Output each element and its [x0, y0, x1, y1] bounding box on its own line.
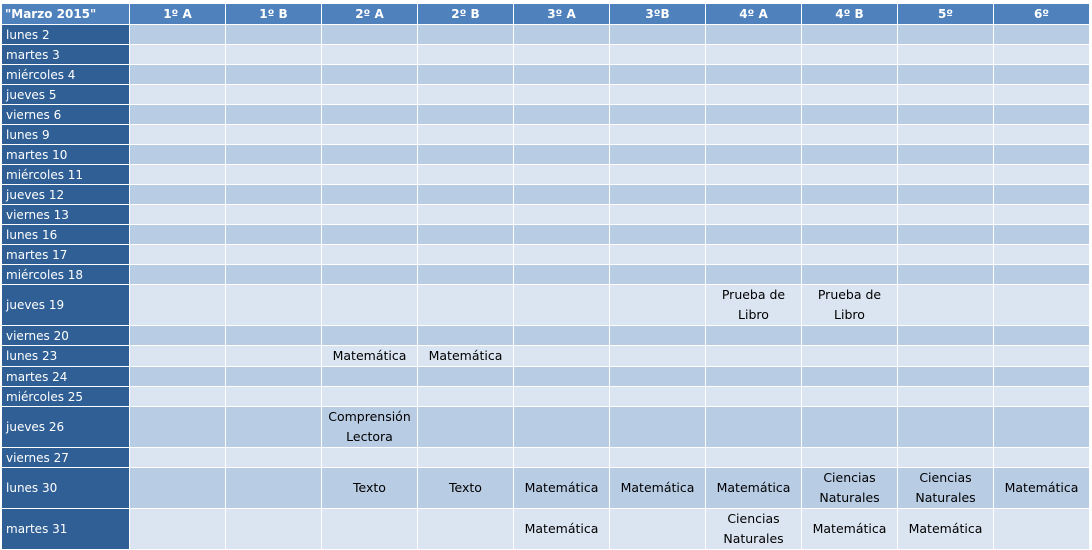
day-label: viernes 6 [2, 105, 130, 125]
exam-cell: Matemática [802, 509, 898, 550]
exam-cell [418, 387, 514, 407]
exam-cell [322, 285, 418, 326]
exam-cell [514, 245, 610, 265]
exam-cell [514, 105, 610, 125]
exam-cell: Ciencias Naturales [898, 468, 994, 509]
day-label: jueves 5 [2, 85, 130, 105]
exam-cell [322, 65, 418, 85]
exam-cell [226, 265, 322, 285]
day-label: miércoles 11 [2, 165, 130, 185]
exam-cell [994, 225, 1090, 245]
table-row [2, 85, 1090, 105]
exam-cell [226, 25, 322, 45]
exam-cell [130, 285, 226, 326]
exam-cell [994, 346, 1090, 367]
exam-cell [322, 265, 418, 285]
table-row [2, 225, 1090, 245]
exam-cell [130, 165, 226, 185]
exam-cell [706, 105, 802, 125]
exam-cell [802, 85, 898, 105]
exam-cell [898, 165, 994, 185]
exam-cell [610, 448, 706, 468]
exam-cell [418, 185, 514, 205]
exam-cell [802, 265, 898, 285]
exam-cell [322, 85, 418, 105]
exam-cell [802, 45, 898, 65]
exam-cell [610, 225, 706, 245]
table-row [2, 448, 1090, 468]
exam-cell: Matemática [418, 346, 514, 367]
exam-cell: Matemática [514, 468, 610, 509]
exam-cell [994, 326, 1090, 346]
exam-cell [130, 125, 226, 145]
exam-cell: Ciencias Naturales [802, 468, 898, 509]
exam-cell [514, 367, 610, 387]
exam-cell [610, 367, 706, 387]
header-row [2, 4, 1090, 25]
exam-cell [226, 105, 322, 125]
exam-cell [322, 105, 418, 125]
day-label: jueves 26 [2, 407, 130, 448]
exam-cell [514, 25, 610, 45]
table-row [2, 407, 1090, 448]
exam-cell [226, 205, 322, 225]
exam-cell [610, 346, 706, 367]
class-header-1b: 1º B [226, 4, 322, 25]
exam-cell: Prueba de Libro [802, 285, 898, 326]
exam-cell [418, 165, 514, 185]
exam-cell [706, 85, 802, 105]
exam-cell [130, 407, 226, 448]
day-label: miércoles 4 [2, 65, 130, 85]
exam-cell [418, 285, 514, 326]
exam-cell [322, 509, 418, 550]
exam-cell [610, 85, 706, 105]
exam-calendar-table [1, 3, 1090, 550]
exam-cell [418, 265, 514, 285]
exam-cell [130, 326, 226, 346]
exam-cell [226, 367, 322, 387]
exam-cell [610, 125, 706, 145]
exam-cell: Matemática [610, 468, 706, 509]
exam-cell [130, 265, 226, 285]
exam-cell [706, 165, 802, 185]
exam-cell [226, 448, 322, 468]
table-row [2, 45, 1090, 65]
exam-cell [514, 85, 610, 105]
exam-cell [322, 245, 418, 265]
exam-cell [802, 185, 898, 205]
exam-cell [130, 45, 226, 65]
class-header-3a: 3º A [514, 4, 610, 25]
exam-cell [706, 65, 802, 85]
exam-cell [130, 245, 226, 265]
exam-cell [802, 165, 898, 185]
exam-cell [898, 125, 994, 145]
exam-cell [898, 45, 994, 65]
exam-cell [706, 145, 802, 165]
exam-cell [418, 367, 514, 387]
exam-cell [802, 205, 898, 225]
exam-cell [514, 387, 610, 407]
day-label: miércoles 25 [2, 387, 130, 407]
exam-cell [898, 448, 994, 468]
exam-cell [610, 387, 706, 407]
day-label: martes 24 [2, 367, 130, 387]
class-header-1a: 1º A [130, 4, 226, 25]
day-label: viernes 27 [2, 448, 130, 468]
day-label: jueves 12 [2, 185, 130, 205]
exam-cell [322, 45, 418, 65]
exam-cell [130, 145, 226, 165]
day-label: martes 31 [2, 509, 130, 550]
exam-cell: Texto [418, 468, 514, 509]
exam-cell: Ciencias Naturales [706, 509, 802, 550]
table-row [2, 367, 1090, 387]
day-label: lunes 2 [2, 25, 130, 45]
exam-cell [514, 45, 610, 65]
day-label: lunes 23 [2, 346, 130, 367]
day-label: lunes 16 [2, 225, 130, 245]
exam-cell [418, 448, 514, 468]
exam-cell [514, 165, 610, 185]
exam-cell [706, 265, 802, 285]
exam-cell [994, 185, 1090, 205]
exam-cell [226, 165, 322, 185]
exam-cell [322, 165, 418, 185]
exam-cell [802, 367, 898, 387]
exam-cell [802, 225, 898, 245]
table-row [2, 65, 1090, 85]
exam-cell [418, 145, 514, 165]
exam-cell [418, 326, 514, 346]
exam-cell [610, 285, 706, 326]
exam-cell [898, 25, 994, 45]
exam-cell [706, 205, 802, 225]
exam-cell [994, 25, 1090, 45]
exam-cell [226, 125, 322, 145]
exam-cell [322, 448, 418, 468]
exam-cell [994, 245, 1090, 265]
exam-cell [514, 185, 610, 205]
exam-cell [994, 265, 1090, 285]
exam-cell [418, 65, 514, 85]
table-row [2, 285, 1090, 326]
exam-cell [610, 205, 706, 225]
exam-cell [514, 265, 610, 285]
table-row [2, 509, 1090, 550]
exam-cell [898, 326, 994, 346]
exam-cell [610, 265, 706, 285]
exam-cell [322, 387, 418, 407]
exam-cell [898, 205, 994, 225]
exam-cell [898, 225, 994, 245]
exam-cell: Matemática [706, 468, 802, 509]
exam-cell [994, 285, 1090, 326]
exam-cell [322, 326, 418, 346]
exam-cell: Matemática [898, 509, 994, 550]
exam-cell: Texto [322, 468, 418, 509]
exam-cell [226, 509, 322, 550]
exam-cell [994, 387, 1090, 407]
exam-cell [130, 105, 226, 125]
exam-cell [322, 125, 418, 145]
month-title: "Marzo 2015" [2, 4, 130, 25]
exam-cell [898, 245, 994, 265]
exam-cell [706, 245, 802, 265]
exam-cell [322, 25, 418, 45]
exam-cell: Matemática [322, 346, 418, 367]
exam-cell [898, 285, 994, 326]
exam-cell [418, 25, 514, 45]
exam-cell [514, 145, 610, 165]
exam-cell [994, 448, 1090, 468]
exam-cell [706, 448, 802, 468]
exam-cell: Matemática [514, 509, 610, 550]
exam-cell [610, 509, 706, 550]
exam-cell [706, 45, 802, 65]
exam-cell [898, 367, 994, 387]
exam-cell [994, 509, 1090, 550]
exam-cell [994, 45, 1090, 65]
exam-cell [226, 346, 322, 367]
exam-cell [130, 387, 226, 407]
exam-cell [418, 105, 514, 125]
exam-cell [226, 468, 322, 509]
exam-cell [802, 25, 898, 45]
table-row [2, 145, 1090, 165]
exam-cell [610, 407, 706, 448]
table-row [2, 205, 1090, 225]
exam-cell [706, 125, 802, 145]
exam-cell [706, 225, 802, 245]
exam-cell [226, 185, 322, 205]
exam-cell [802, 407, 898, 448]
day-label: viernes 20 [2, 326, 130, 346]
day-label: miércoles 18 [2, 265, 130, 285]
exam-cell [130, 468, 226, 509]
exam-cell [994, 205, 1090, 225]
exam-cell [706, 407, 802, 448]
exam-cell [994, 85, 1090, 105]
exam-cell [898, 85, 994, 105]
exam-cell [610, 185, 706, 205]
exam-cell [130, 225, 226, 245]
exam-cell [802, 245, 898, 265]
exam-cell [610, 25, 706, 45]
exam-cell [706, 326, 802, 346]
exam-cell [706, 185, 802, 205]
exam-cell [898, 185, 994, 205]
exam-cell [418, 407, 514, 448]
exam-cell [994, 105, 1090, 125]
exam-cell [226, 407, 322, 448]
exam-cell [706, 346, 802, 367]
exam-cell [610, 145, 706, 165]
exam-cell [994, 65, 1090, 85]
exam-cell [130, 25, 226, 45]
exam-cell [418, 205, 514, 225]
table-row [2, 468, 1090, 509]
exam-cell [898, 407, 994, 448]
day-label: jueves 19 [2, 285, 130, 326]
exam-cell [802, 448, 898, 468]
exam-cell [994, 125, 1090, 145]
exam-cell [226, 245, 322, 265]
table-row [2, 265, 1090, 285]
exam-cell [418, 509, 514, 550]
class-header-6: 6º [994, 4, 1090, 25]
exam-cell [130, 85, 226, 105]
day-label: lunes 30 [2, 468, 130, 509]
exam-cell [898, 145, 994, 165]
exam-cell [130, 367, 226, 387]
exam-cell [130, 448, 226, 468]
day-label: lunes 9 [2, 125, 130, 145]
day-label: martes 3 [2, 45, 130, 65]
exam-cell: Prueba de Libro [706, 285, 802, 326]
class-header-2a: 2º A [322, 4, 418, 25]
exam-cell [514, 125, 610, 145]
table-row [2, 185, 1090, 205]
table-row [2, 105, 1090, 125]
exam-cell [802, 105, 898, 125]
exam-cell [514, 225, 610, 245]
table-row [2, 245, 1090, 265]
exam-cell [994, 165, 1090, 185]
table-row [2, 387, 1090, 407]
exam-cell [994, 367, 1090, 387]
exam-cell [898, 65, 994, 85]
exam-cell [130, 509, 226, 550]
exam-cell [610, 165, 706, 185]
exam-cell [226, 285, 322, 326]
exam-cell [610, 65, 706, 85]
exam-cell [898, 346, 994, 367]
exam-cell [802, 346, 898, 367]
exam-cell [418, 45, 514, 65]
exam-cell [322, 225, 418, 245]
exam-cell [130, 185, 226, 205]
exam-cell [706, 25, 802, 45]
calendar-body [2, 25, 1090, 550]
exam-cell [802, 145, 898, 165]
day-label: martes 10 [2, 145, 130, 165]
exam-cell [802, 65, 898, 85]
exam-cell [322, 145, 418, 165]
exam-cell [994, 407, 1090, 448]
exam-cell [514, 285, 610, 326]
exam-cell [514, 407, 610, 448]
exam-cell [514, 448, 610, 468]
exam-cell [418, 85, 514, 105]
exam-cell [802, 387, 898, 407]
exam-cell [706, 367, 802, 387]
exam-cell [322, 205, 418, 225]
exam-cell [418, 125, 514, 145]
exam-cell [418, 225, 514, 245]
exam-cell [706, 387, 802, 407]
class-header-3b: 3ºB [610, 4, 706, 25]
exam-cell [226, 387, 322, 407]
table-row [2, 346, 1090, 367]
exam-cell: Matemática [994, 468, 1090, 509]
day-label: viernes 13 [2, 205, 130, 225]
class-header-4b: 4º B [802, 4, 898, 25]
exam-cell [802, 326, 898, 346]
exam-cell [514, 65, 610, 85]
exam-cell [226, 45, 322, 65]
exam-cell [898, 387, 994, 407]
exam-cell [226, 85, 322, 105]
exam-cell [610, 326, 706, 346]
exam-cell [226, 65, 322, 85]
exam-cell [130, 65, 226, 85]
exam-cell [610, 45, 706, 65]
exam-cell [418, 245, 514, 265]
exam-cell [514, 326, 610, 346]
exam-cell [226, 326, 322, 346]
exam-cell [514, 205, 610, 225]
exam-cell [514, 346, 610, 367]
class-header-5: 5º [898, 4, 994, 25]
exam-cell [610, 245, 706, 265]
exam-cell: Comprensión Lectora [322, 407, 418, 448]
day-label: martes 17 [2, 245, 130, 265]
table-row [2, 326, 1090, 346]
exam-cell [322, 185, 418, 205]
table-row [2, 165, 1090, 185]
exam-cell [802, 125, 898, 145]
exam-cell [130, 205, 226, 225]
exam-cell [994, 145, 1090, 165]
exam-cell [322, 367, 418, 387]
table-row [2, 25, 1090, 45]
class-header-2b: 2º B [418, 4, 514, 25]
exam-cell [898, 265, 994, 285]
exam-cell [130, 346, 226, 367]
exam-cell [226, 145, 322, 165]
exam-cell [226, 225, 322, 245]
table-row [2, 125, 1090, 145]
class-header-4a: 4º A [706, 4, 802, 25]
exam-cell [610, 105, 706, 125]
exam-cell [898, 105, 994, 125]
